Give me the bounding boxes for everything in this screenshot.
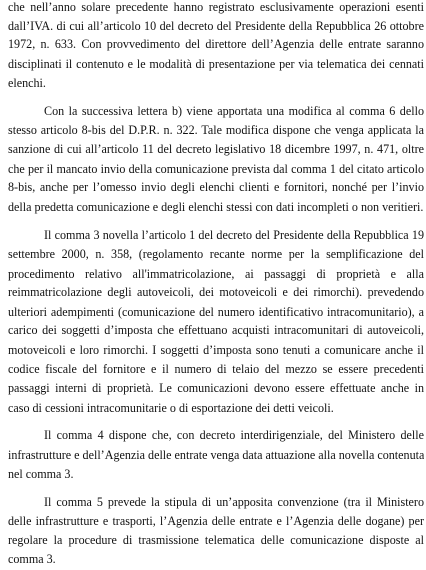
text-line: comma 3. xyxy=(8,552,56,566)
text-line: procedimento relativo all'immatricolazione, ai passaggi di proprietà e alla xyxy=(8,266,424,281)
text-line: caso di cessioni intracomunitarie o di esportazione dei detti veicoli. xyxy=(8,400,334,415)
text-line: ulteriori adempimenti (comunicazione del numero identificativo intracomunitario), a xyxy=(8,304,424,319)
text-line: 1972, n. 633. Con provvedimento del direttore dell’Agenzia delle entrate saranno xyxy=(8,37,424,52)
text-line: infrastrutture e dell’Agenzia delle entrate venga data attuazione alla novella contenuta xyxy=(8,447,424,462)
text-line: che nell’anno solare precedente hanno registrato esclusivamente operazioni esenti xyxy=(8,0,424,14)
text-line: Il comma 4 dispone che, con decreto interdirigenziale, del Ministero delle xyxy=(44,428,424,443)
text-line: delle infrastrutture e trasporti, l’Agenzia delle entrate e l’Agenzia delle dogane) per xyxy=(8,513,424,528)
text-line: disciplinati il contenuto e le modalità di presentazione per via telematica dei cennati xyxy=(8,56,424,71)
text-line: codice fiscale del fornitore e il numero di telaio del mezzo se essere precedenti xyxy=(8,362,424,377)
text-line: sanzione di cui all’articolo 11 del decreto legislativo 18 dicembre 1997, n. 471, oltre xyxy=(8,142,424,157)
text-line: stesso articolo 8-bis del D.P.R. n. 322. Tale modifica dispone che venga applicata la xyxy=(8,122,424,137)
text-line: 8-bis, anche per l’omesso invio degli elenchi clienti e fornitori, nonché per l’invio xyxy=(8,180,424,195)
text-line: passaggi interni di proprietà. Le comunicazioni devono essere effettuate anche in xyxy=(8,381,424,395)
text-line: reimmatricolazione degli autoveicoli, dei motoveicoli e dei rimorchi). prevedendo xyxy=(8,285,424,300)
text-line: della predetta comunicazione e degli elenchi stessi con dati incompleti o non veritieri. xyxy=(8,199,424,214)
text-line: carico dei soggetti d’imposta che effettuano acquisti intracomunitari di autoveicoli, xyxy=(8,323,424,338)
text-line: settembre 2000, n. 358, (regolamento recante norme per la semplificazione del xyxy=(8,247,424,262)
text-line: che per il mancato invio della comunicazione prevista dal comma 1 del citato articolo xyxy=(8,161,424,176)
text-line: Il comma 3 novella l’articolo 1 del decreto del Presidente della Repubblica 19 xyxy=(44,227,424,242)
text-line: dall’IVA. di cui all’articolo 10 del decreto del Presidente della Repubblica 26 ottobre xyxy=(8,18,424,33)
text-line: Il comma 5 prevede la stipula di un’apposita convenzione (tra il Ministero xyxy=(44,495,424,510)
text-line: regolare la procedure di trasmissione telematica delle comunicazione disposte al xyxy=(8,533,424,548)
text-line: elenchi. xyxy=(8,76,46,91)
text-line: motoveicoli e loro rimorchi. I soggetti d’imposta sono tenuti a comunicare anche il xyxy=(8,342,424,357)
text-line: Con la successiva lettera b) viene apportata una modifica al comma 6 dello xyxy=(44,104,424,119)
text-line: nel comma 3. xyxy=(8,466,74,481)
